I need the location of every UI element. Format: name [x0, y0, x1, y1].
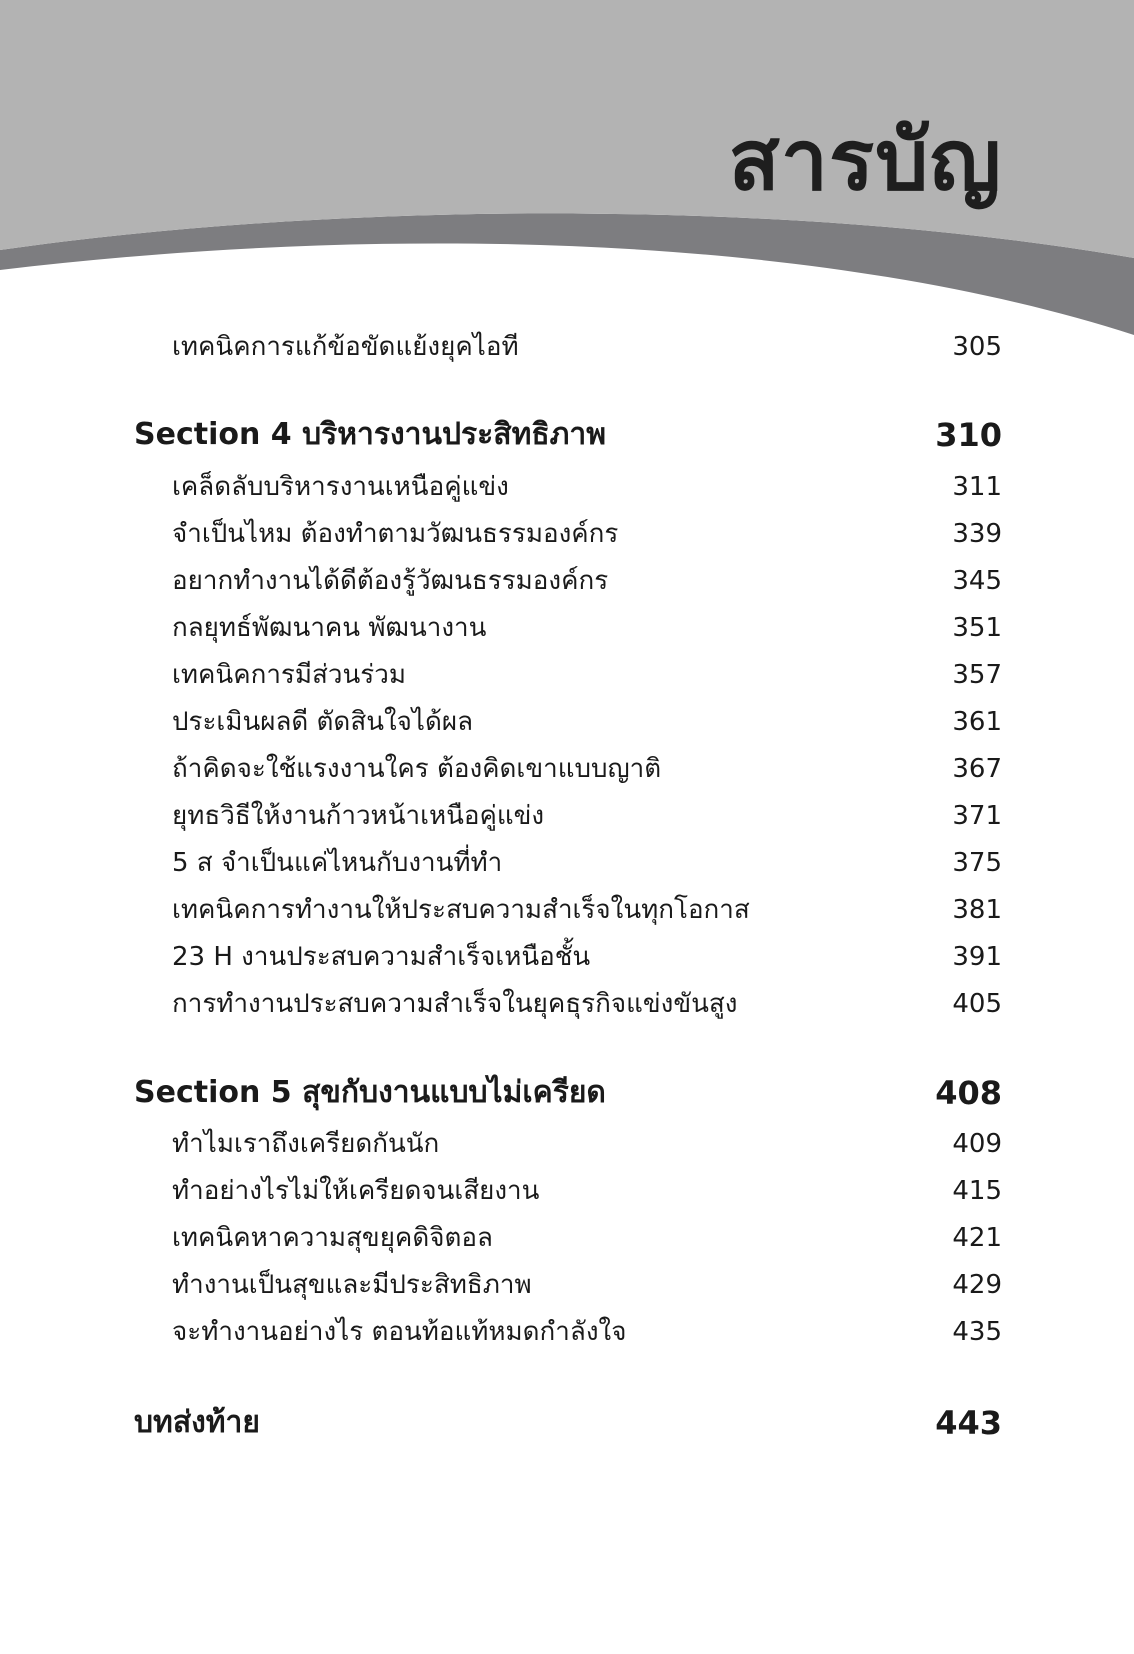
- toc-entry[interactable]: [0, 746, 1134, 792]
- toc-entry-page: 361: [952, 707, 1002, 737]
- toc-entry-page: 415: [952, 1176, 1002, 1206]
- toc-entry[interactable]: [0, 793, 1134, 839]
- toc-entry[interactable]: [0, 840, 1134, 886]
- section-title: Section 5 สุขกับงานแบบไม่เครียด: [134, 1075, 606, 1110]
- section-page: 408: [935, 1074, 1002, 1112]
- toc-entry[interactable]: [0, 652, 1134, 698]
- toc-entry-title: ถ้าคิดจะใช้แรงงานใคร ต้องคิดเขาแบบญาติ: [172, 754, 662, 784]
- toc-entry-page: 421: [952, 1223, 1002, 1253]
- toc-entry-page: 391: [952, 942, 1002, 972]
- toc-entry[interactable]: [0, 464, 1134, 510]
- toc-entry-page: 409: [952, 1129, 1002, 1159]
- toc-entry[interactable]: [0, 1262, 1134, 1308]
- toc-entry-title: ทำงานเป็นสุขและมีประสิทธิภาพ: [172, 1270, 532, 1300]
- toc-entry-page: 375: [952, 848, 1002, 878]
- toc-entry[interactable]: [0, 1309, 1134, 1355]
- toc-entry[interactable]: [0, 511, 1134, 557]
- toc-entry-page: 429: [952, 1270, 1002, 1300]
- epilogue-page: 443: [935, 1404, 1002, 1442]
- toc-entry-page: 357: [952, 660, 1002, 690]
- toc-entry-title: จะทำงานอย่างไร ตอนท้อแท้หมดกำลังใจ: [172, 1317, 627, 1347]
- toc-section-4[interactable]: [0, 412, 1134, 458]
- toc-entry[interactable]: [0, 605, 1134, 651]
- toc-entry-page: 405: [952, 989, 1002, 1019]
- toc-entry-title: จำเป็นไหม ต้องทำตามวัฒนธรรมองค์กร: [172, 519, 619, 549]
- toc-entry-title: 5 ส จำเป็นแค่ไหนกับงานที่ทำ: [172, 848, 503, 878]
- toc-entry[interactable]: [0, 1168, 1134, 1214]
- toc-entry-page: 381: [952, 895, 1002, 925]
- toc-entry[interactable]: [0, 1121, 1134, 1167]
- section-page: 310: [935, 416, 1002, 454]
- toc-entry-page: 435: [952, 1317, 1002, 1347]
- toc-entry-title: เทคนิคหาความสุขยุคดิจิตอล: [172, 1223, 493, 1253]
- toc-entry-title: ทำไมเราถึงเครียดกันนัก: [172, 1129, 440, 1159]
- section-title: Section 4 บริหารงานประสิทธิภาพ: [134, 417, 607, 452]
- toc-entry-title: 23 H งานประสบความสำเร็จเหนือชั้น: [172, 942, 591, 972]
- toc-entry-title: ทำอย่างไรไม่ให้เครียดจนเสียงาน: [172, 1176, 540, 1206]
- toc-entry-title: เคล็ดลับบริหารงานเหนือคู่แข่ง: [172, 472, 509, 502]
- toc-entry-page: 371: [952, 801, 1002, 831]
- toc-entry[interactable]: [0, 934, 1134, 980]
- toc-entry[interactable]: [0, 699, 1134, 745]
- toc-entry-title: กลยุทธ์พัฒนาคน พัฒนางาน: [172, 613, 487, 643]
- toc-entry-page: 351: [952, 613, 1002, 643]
- toc-entry[interactable]: [0, 558, 1134, 604]
- toc-entry-page: 339: [952, 519, 1002, 549]
- toc-entry-title: เทคนิคการมีส่วนร่วม: [172, 660, 406, 690]
- toc-entry[interactable]: [0, 981, 1134, 1027]
- toc-entry-page: 305: [952, 332, 1002, 362]
- epilogue-title: บทส่งท้าย: [134, 1405, 260, 1440]
- toc-entry-title: เทคนิคการแก้ข้อขัดแย้งยุคไอที: [172, 332, 519, 362]
- toc-entry-page: 345: [952, 566, 1002, 596]
- page-title: สารบัญ: [728, 111, 1002, 209]
- toc-entry[interactable]: [0, 887, 1134, 933]
- toc-entry-title: ประเมินผลดี ตัดสินใจได้ผล: [172, 707, 474, 737]
- toc-entry-title: เทคนิคการทำงานให้ประสบความสำเร็จในทุกโอกาส: [172, 895, 750, 925]
- toc-entry-title: ยุทธวิธีให้งานก้าวหน้าเหนือคู่แข่ง: [172, 801, 545, 831]
- toc-epilogue[interactable]: [0, 1400, 1134, 1446]
- toc-section-5[interactable]: [0, 1070, 1134, 1116]
- toc-entry-title: อยากทำงานได้ดีต้องรู้วัฒนธรรมองค์กร: [172, 566, 609, 596]
- toc-entry-page: 367: [952, 754, 1002, 784]
- toc-entry[interactable]: [0, 324, 1134, 370]
- toc-entry-page: 311: [952, 472, 1002, 502]
- toc-entry-title: การทำงานประสบความสำเร็จในยุคธุรกิจแข่งขันสูง: [172, 989, 738, 1019]
- toc-entry[interactable]: [0, 1215, 1134, 1261]
